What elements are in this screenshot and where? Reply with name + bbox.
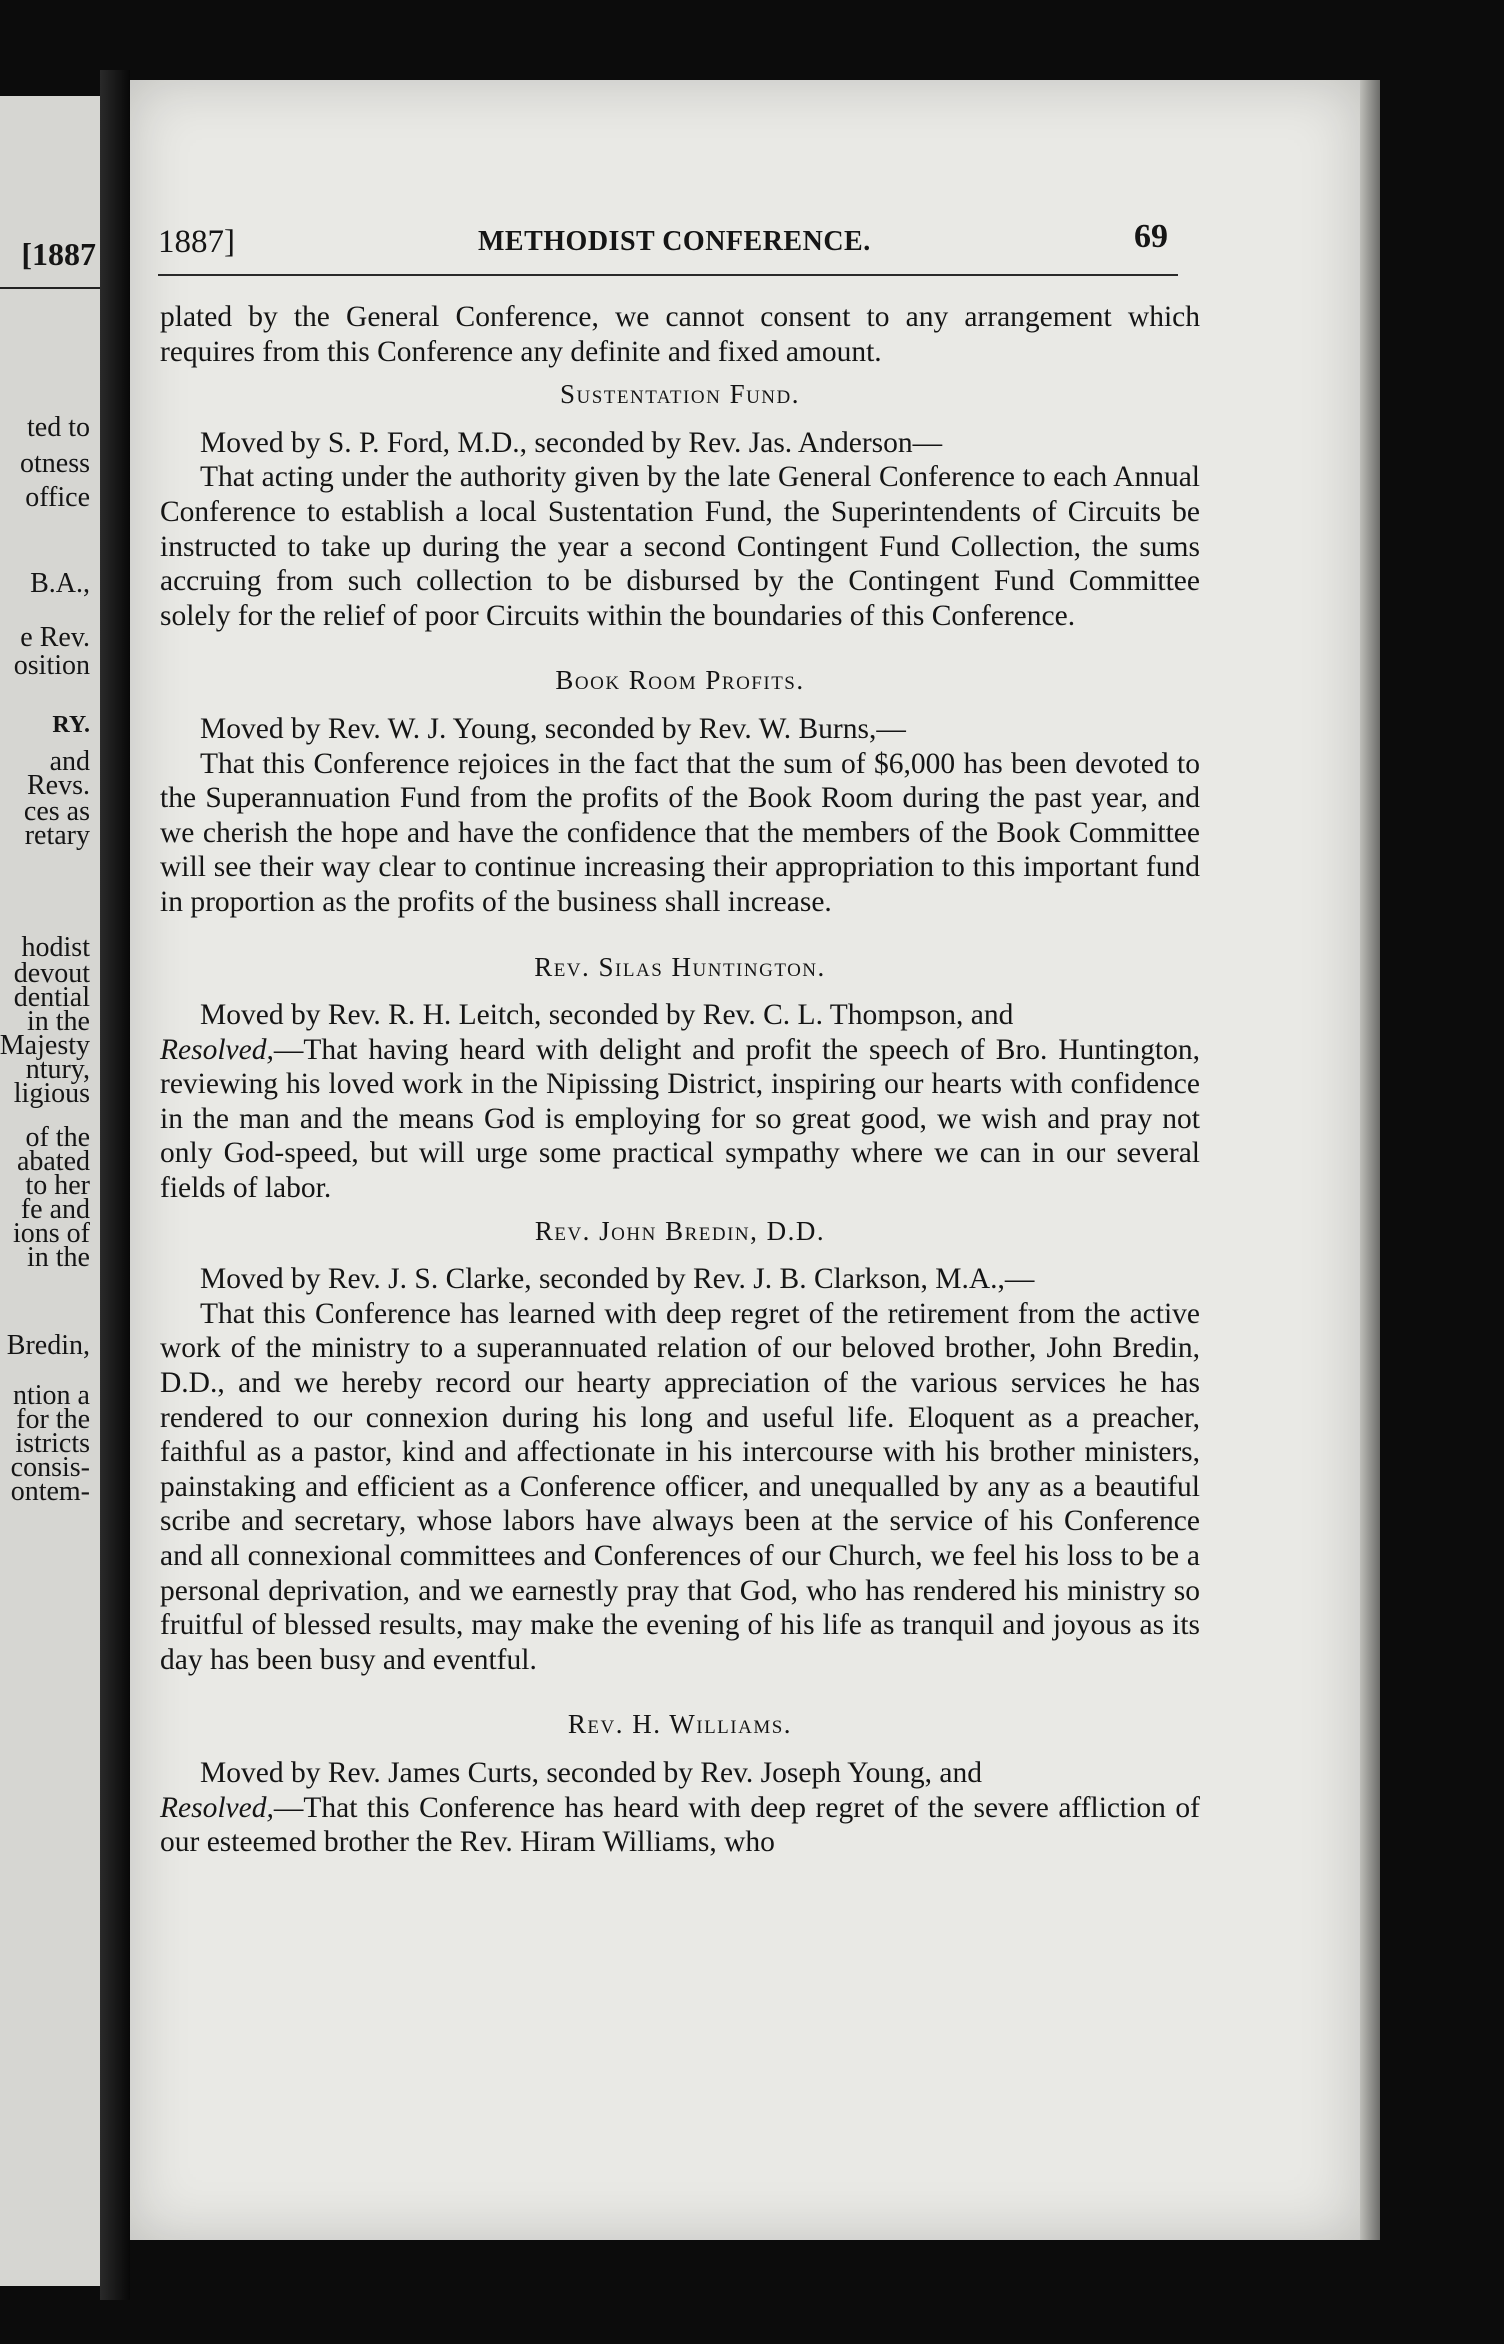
- previous-page-fragment: ntion a: [13, 1380, 90, 1411]
- previous-page-fragment: otness: [20, 448, 90, 479]
- previous-page-fragment: ontem-: [10, 1476, 90, 1507]
- previous-page-fragment: and: [49, 746, 90, 777]
- previous-page-fragment: abated: [16, 1146, 90, 1177]
- motion-line: Moved by Rev. W. J. Young, seconded by Rev. W. Burns,—: [200, 712, 906, 745]
- previous-page-fragment: Bredin,: [6, 1330, 90, 1361]
- section-heading: Rev. H. Williams.: [567, 1709, 793, 1740]
- previous-page-edge: [0, 96, 100, 2286]
- page-edge-shadow: [1360, 80, 1380, 2240]
- section-heading: Rev. Silas Huntington.: [534, 951, 826, 982]
- motion-line: Moved by Rev. J. S. Clarke, seconded by Rev. J. B. Clarkson, M.A.,—: [200, 1263, 1035, 1296]
- previous-page-fragment: office: [25, 482, 90, 513]
- previous-page-fragment: e Rev.: [20, 622, 90, 653]
- resolved-label: Resolved,: [160, 1791, 274, 1824]
- previous-page-fragment: ted to: [27, 412, 90, 443]
- previous-page-fragment: of the: [25, 1122, 90, 1153]
- previous-page-fragment: ions of: [13, 1218, 90, 1249]
- running-head: [158, 218, 1178, 276]
- previous-page-fragment: dential: [13, 982, 90, 1013]
- resolution-text: —That this Conference has heard with deep regret of the severe affliction of our esteemed brother the Rev. Hiram Williams, who: [160, 1791, 1200, 1859]
- motion-line: Moved by Rev. James Curts, seconded by Rev. Joseph Young, and: [200, 1756, 982, 1789]
- resolution-paragraph: That acting under the authority given by the late General Conference to each Annual Conference to establish a local Sustentation Fund, the Superintendents of Circuits be instructed to take up during the year a second Contingent Fund Collection, the sums accruing from such collection to be disbursed by the Contingent Fund Committee solely for the relief of poor Circuits within the boundaries of this Conference.: [160, 461, 1200, 632]
- resolution-paragraph: That this Conference rejoices in the fact that the sum of $6,000 has been devoted to the Superannuation Fund from the profits of the Book Room during the past year, and we cherish the hope and have the confidence that the members of the Book Committee will see their way clear to continue increasing their appropriation to this important fund in proportion as the profits of the business shall increase.: [160, 747, 1200, 918]
- page-number: 69: [1134, 218, 1168, 255]
- resolution-text: —That having heard with delight and profit the speech of Bro. Huntington, reviewing his loved work in the Nipissing District, inspiring our hearts with confidence in the man and the means God is employing for so great good, we wish and pray not only God-speed, but will urge some practical sympathy where we can in our several fields of labor.: [160, 1033, 1200, 1205]
- previous-page-fragment: istricts: [15, 1428, 90, 1459]
- previous-page-fragment: ntury,: [25, 1054, 90, 1085]
- previous-page-fragment: to her: [25, 1170, 90, 1201]
- previous-page-fragment: ligious: [13, 1078, 90, 1109]
- previous-page-fragment: retary: [24, 820, 90, 851]
- continued-paragraph: plated by the General Conference, we cannot consent to any arrangement which requires from this Conference any definite and fixed amount.: [160, 301, 1200, 368]
- running-head-title: METHODIST CONFERENCE.: [478, 226, 871, 257]
- previous-page-fragment: Majesty: [0, 1030, 90, 1061]
- resolution-paragraph: [160, 1791, 1200, 1860]
- previous-page-fragment: RY.: [52, 712, 90, 738]
- previous-page-fragment: in the: [27, 1242, 90, 1273]
- book-gutter: [100, 70, 130, 2300]
- previous-page-fragment: hodist: [21, 932, 90, 963]
- previous-page-fragment: osition: [13, 650, 90, 681]
- running-head-year: 1887]: [158, 224, 235, 260]
- resolution-paragraph: That this Conference has learned with deep regret of the retirement from the active work of the ministry to a superannuated relation of our beloved brother, John Bredin, D.D., and we hereby record our hearty appreciation of the various services he has rendered to our connexion during his long and useful life. Eloquent as a preacher, faithful as a pastor, kind and affectionate in his intercourse with his brother ministers, painstaking and efficient as a Conference officer, and unequalled by any as a beautiful scribe and secretary, whose labors have always been at the service of his Conference and all connexional committees and Conferences of our Church, we feel his loss to be a personal deprivation, and we earnestly pray that God, who has rendered his ministry so fruitful of blessed results, may make the evening of his life as tranquil and joyous as its day has been busy and eventful.: [160, 1297, 1200, 1676]
- previous-page-fragment: fe and: [20, 1194, 90, 1225]
- previous-page-fragment: B.A.,: [30, 568, 90, 599]
- previous-page-fragment: ces as: [23, 796, 90, 827]
- section-heading: Rev. John Bredin, D.D.: [534, 1215, 826, 1246]
- previous-page-fragment: devout: [13, 958, 90, 989]
- previous-page-header: [1887: [0, 236, 100, 289]
- resolution-paragraph: [160, 1033, 1200, 1206]
- previous-page-fragment: for the: [16, 1404, 90, 1435]
- previous-page-fragment: in the: [27, 1006, 90, 1037]
- previous-page-fragment: Revs.: [27, 770, 90, 801]
- page-body: [160, 300, 1200, 1860]
- section-heading: Sustentation Fund.: [560, 379, 800, 410]
- motion-line: Moved by S. P. Ford, M.D., seconded by Rev. Jas. Anderson—: [200, 426, 943, 459]
- section-heading: Book Room Profits.: [555, 665, 805, 696]
- previous-page-fragment: consis-: [10, 1452, 90, 1483]
- motion-line: Moved by Rev. R. H. Leitch, seconded by Rev. C. L. Thompson, and: [200, 999, 1014, 1032]
- resolved-label: Resolved,: [160, 1033, 274, 1066]
